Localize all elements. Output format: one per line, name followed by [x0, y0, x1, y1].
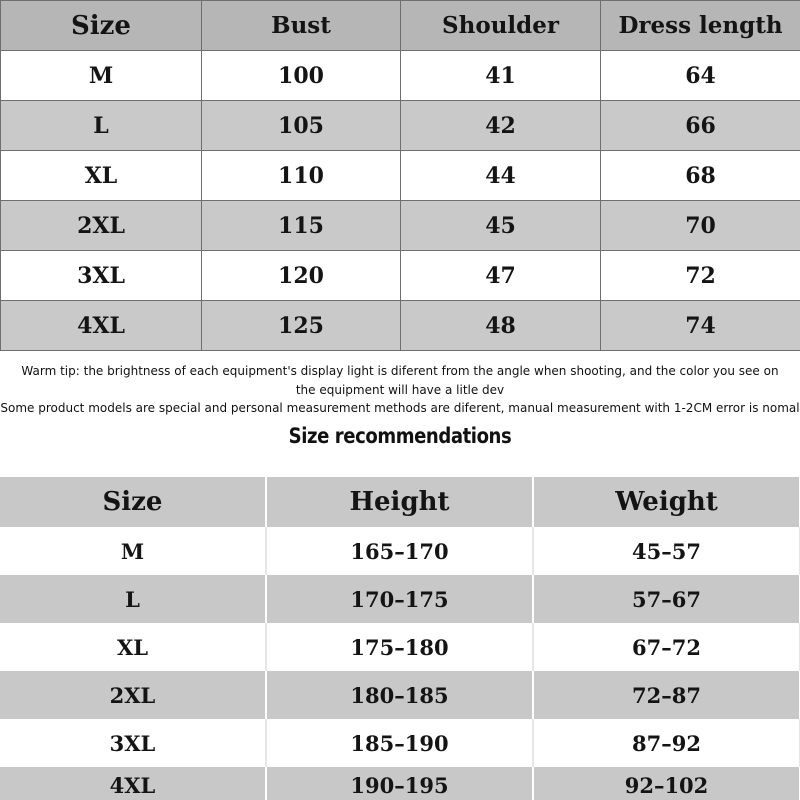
measurement-note-text: Some product models are special and personal measurement methods are diferent, manual measurement with 1-2CM error is nomal: [0, 401, 800, 415]
cell-weight: 57–67: [533, 575, 800, 623]
table-row: [1, 301, 800, 351]
warm-tip-text: Warm tip: the brightness of each equipment's display light is diferent from the angle when shooting, and the color you see on the equipment will have a litle dev: [21, 364, 779, 397]
column-header-bust: Bust: [202, 1, 401, 51]
cell-bust: 105: [202, 101, 401, 151]
cell-bust: 100: [202, 51, 401, 101]
cell-dress-length: 68: [601, 151, 800, 201]
cell-height: 165–170: [266, 527, 533, 575]
cell-dress-length: 64: [601, 51, 800, 101]
table-row: [0, 671, 800, 719]
cell-size: 4XL: [1, 301, 202, 351]
table-row: [0, 527, 800, 575]
column-header-size: Size: [1, 1, 202, 51]
table-row: [1, 101, 800, 151]
cell-height: 175–180: [266, 623, 533, 671]
table-row: [0, 623, 800, 671]
table-row: [0, 719, 800, 767]
cell-shoulder: 47: [401, 251, 601, 301]
size-measurement-table: [0, 0, 800, 351]
section-title: Size recommendations: [288, 424, 512, 448]
cell-bust: 125: [202, 301, 401, 351]
cell-height: 170–175: [266, 575, 533, 623]
cell-dress-length: 70: [601, 201, 800, 251]
cell-shoulder: 44: [401, 151, 601, 201]
table-header-row: [0, 477, 800, 527]
table-row: [1, 251, 800, 301]
cell-shoulder: 48: [401, 301, 601, 351]
cell-height: 190–195: [266, 767, 533, 800]
cell-size: 2XL: [1, 201, 202, 251]
cell-size: 3XL: [1, 251, 202, 301]
table-row: [1, 51, 800, 101]
cell-bust: 110: [202, 151, 401, 201]
column-header-size: Size: [0, 477, 266, 527]
cell-size: 3XL: [0, 719, 266, 767]
cell-height: 180–185: [266, 671, 533, 719]
cell-size: XL: [0, 623, 266, 671]
cell-weight: 87–92: [533, 719, 800, 767]
cell-shoulder: 42: [401, 101, 601, 151]
cell-dress-length: 74: [601, 301, 800, 351]
table-row: [0, 575, 800, 623]
cell-weight: 72–87: [533, 671, 800, 719]
cell-dress-length: 66: [601, 101, 800, 151]
column-header-dress-length: Dress length: [601, 1, 800, 51]
cell-bust: 120: [202, 251, 401, 301]
cell-weight: 67–72: [533, 623, 800, 671]
cell-size: 4XL: [0, 767, 266, 800]
cell-size: M: [0, 527, 266, 575]
cell-shoulder: 45: [401, 201, 601, 251]
table-row: [1, 151, 800, 201]
cell-dress-length: 72: [601, 251, 800, 301]
table-row: [0, 767, 800, 800]
cell-weight: 45–57: [533, 527, 800, 575]
cell-height: 185–190: [266, 719, 533, 767]
size-recommendation-table: [0, 477, 800, 800]
table-row: [1, 201, 800, 251]
cell-shoulder: 41: [401, 51, 601, 101]
cell-size: M: [1, 51, 202, 101]
table-header-row: [1, 1, 800, 51]
cell-size: XL: [1, 151, 202, 201]
cell-size: L: [0, 575, 266, 623]
cell-size: 2XL: [0, 671, 266, 719]
column-header-height: Height: [266, 477, 533, 527]
cell-size: L: [1, 101, 202, 151]
cell-bust: 115: [202, 201, 401, 251]
cell-weight: 92–102: [533, 767, 800, 800]
column-header-shoulder: Shoulder: [401, 1, 601, 51]
column-header-weight: Weight: [533, 477, 800, 527]
